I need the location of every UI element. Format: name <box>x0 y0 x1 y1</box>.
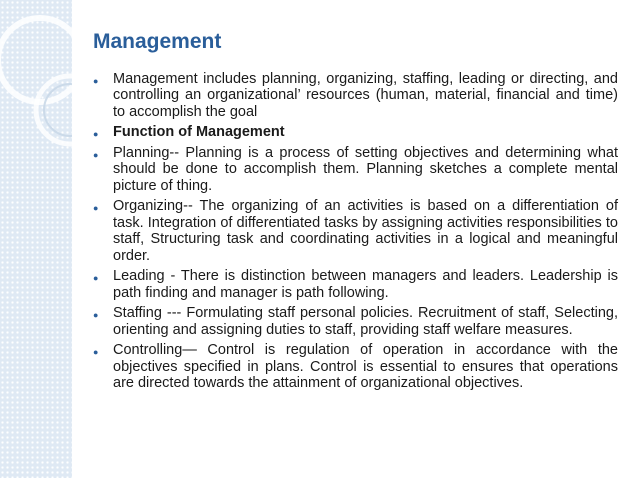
bullet-item-staffing <box>93 305 618 338</box>
bullet-item-leading <box>93 268 618 301</box>
bullet-icon: ● <box>93 129 99 140</box>
bullet-text: Staffing --- Formulating staff personal policies. Recruitment of staff, Selecting, orienting and assigning duties to staff, providing staff welfare measures. <box>113 305 618 338</box>
bullet-item-function-heading <box>93 124 618 140</box>
bullet-text: Function of Management <box>113 124 285 141</box>
bullet-item-planning <box>93 145 618 194</box>
decorative-side-panel <box>0 0 72 478</box>
bullet-icon: ● <box>93 150 99 160</box>
bullet-text: Planning-- Planning is a process of setting objectives and determining what should be done to accomplish them. Planning sketches a complete mental picture of thing. <box>113 145 618 194</box>
slide-title: Management <box>93 30 222 53</box>
decorative-circles-graphic <box>0 0 72 200</box>
bullet-icon: ● <box>93 203 99 214</box>
bullet-icon: ● <box>93 273 99 284</box>
bullet-icon: ● <box>93 76 99 86</box>
bullet-list <box>93 71 618 396</box>
bullet-text: Organizing-- The organizing of an activities is based on a differentiation of task. Integration of differentiated tasks by assigning activities responsibilities to staff, Structuring task and coordinating activities in a logical and meaningful order. <box>113 198 618 264</box>
bullet-item-management-definition <box>93 71 618 120</box>
bullet-text: Leading - There is distinction between managers and leaders. Leadership is path finding and manager is path following. <box>113 268 618 301</box>
bullet-item-controlling <box>93 342 618 391</box>
bullet-text: Management includes planning, organizing, staffing, leading or directing, and controlling an organizational’ resources (human, material, financial and time) to accomplish the goal <box>113 71 618 120</box>
bullet-text: Controlling— Control is regulation of operation in accordance with the objectives specified in plans. Control is essential to ensures that operations are directed towards the attainment of organizational objectives. <box>113 342 618 392</box>
bullet-item-organizing <box>93 198 618 264</box>
bullet-icon: ● <box>93 347 99 358</box>
bullet-icon: ● <box>93 310 99 321</box>
